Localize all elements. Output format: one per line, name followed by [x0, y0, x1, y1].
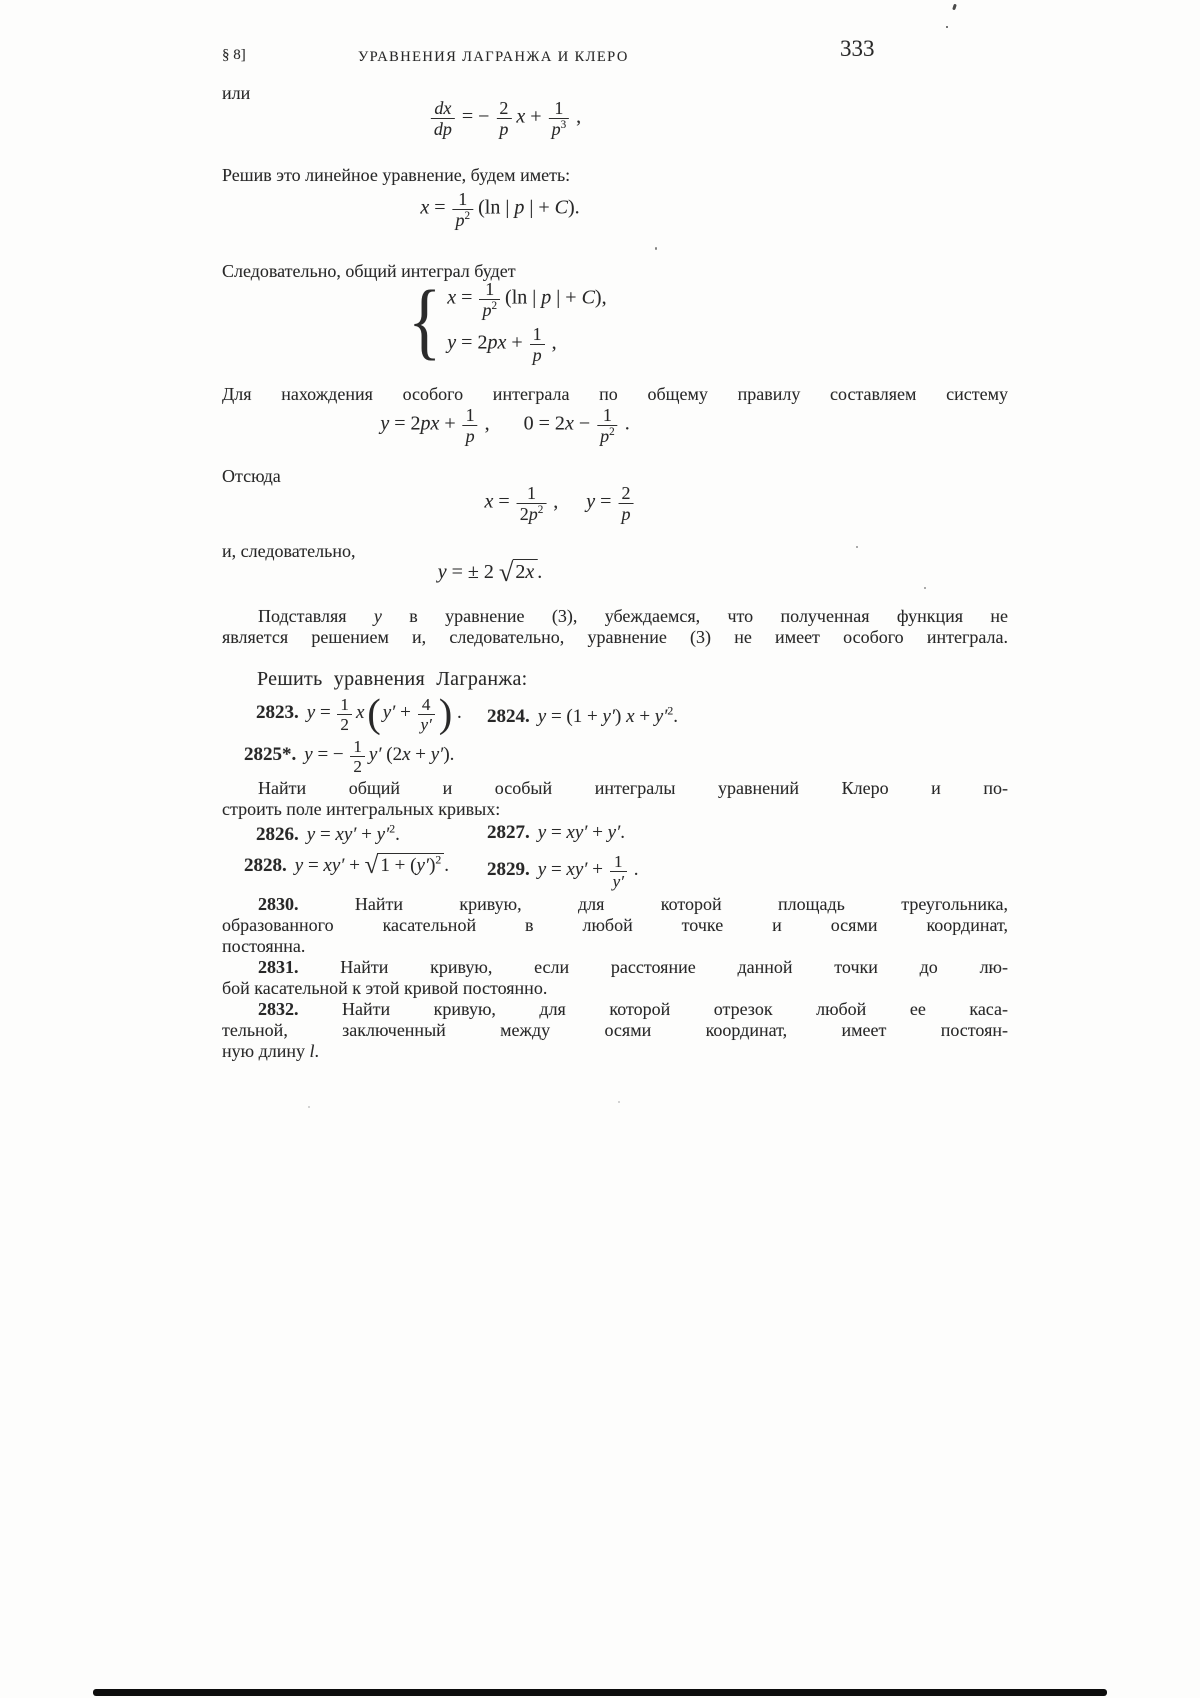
substitution-post: в уравнение (3), убеждаемся, что полученная функция не	[381, 606, 1009, 626]
problem-2830-line-1	[222, 894, 1008, 915]
equation-from-here: x = $\frac{1}{2p^2}$ , y = $\frac{2}{p}$	[485, 482, 636, 523]
running-title: УРАВНЕНИЯ ЛАГРАНЖА И КЛЕРО	[358, 49, 629, 65]
problem-2827: 2827. y = xy′ + y′.	[487, 822, 625, 843]
problem-2832-period: .	[314, 1041, 320, 1061]
hence-word: Отсюда	[222, 466, 281, 486]
general-integral-system	[404, 272, 607, 369]
problem-2832-number: 2832.	[258, 999, 299, 1019]
problem-2826: 2826. $y = xy' + y'^2$.	[256, 822, 400, 845]
problem-2830-line-2: образованного касательной в любой точке и осями координат,	[222, 915, 1008, 935]
problem-2832-text-3: ную длину	[222, 1041, 310, 1061]
scan-speck	[952, 4, 957, 11]
system-equation-1: x = $\frac{1}{p^2}$ (ln | p | + C),	[447, 279, 607, 321]
problem-2828: 2828. y = xy′ + √ $1 + (y')^2$ .	[244, 852, 450, 879]
problem-2825: 2825*. y = − $\frac{1}{2}$ y′ (2x + y′).	[244, 737, 455, 777]
scan-edge-bar	[93, 1689, 1107, 1696]
problem-2824: 2824. y = (1 + y′) $x + y'^2$.	[487, 704, 679, 727]
system-equation-2: y = 2px + $\frac{1}{p}$ ,	[447, 324, 557, 366]
problem-2829: 2829. y = xy′ + $\frac{1}{y'}$ .	[487, 852, 639, 892]
problem-2831-line-2: бой касательной к этой кривой постоянно.	[222, 978, 548, 998]
substitution-line-2: является решением и, следовательно, уравнение (3) не имеет особого интеграла.	[222, 627, 1008, 647]
substitution-pre: Подставляя	[258, 606, 374, 626]
problem-2832-line-1	[222, 999, 1008, 1020]
hence-general-text: Следовательно, общий интеграл будет	[222, 261, 516, 281]
substitution-var: y	[373, 606, 382, 626]
problem-2832-text-1: Найти кривую, для которой отрезок любой ее каса-	[298, 999, 1008, 1019]
clairaut-intro-line-1: Найти общий и особый интегралы уравнений Клеро и по-	[258, 778, 1008, 798]
problem-2832-line-3	[222, 1041, 1008, 1062]
problem-2831-number: 2831.	[258, 957, 299, 977]
system-brace: {	[408, 272, 442, 369]
problem-2823: 2823. y = $\frac{1}{2}$ x( y′ + $\frac{4}{y'}$ ) .	[256, 690, 462, 736]
scan-speck	[856, 546, 858, 548]
problem-2831-line-1	[222, 957, 1008, 978]
find-special-text: Для нахождения особого интеграла по общему правилу составляем систему	[222, 384, 1008, 404]
solve-linear-text: Решив это линейное уравнение, будем иметь:	[222, 165, 571, 185]
solve-lagrange-heading: Решить уравнения Лагранжа:	[257, 668, 528, 690]
scan-speck	[308, 1106, 310, 1108]
equation-special-integral: y = ± 2 √ 2x .	[437, 557, 543, 587]
equation-pair: y = 2px + $\frac{1}{p}$ , 0 = 2x − $\frac{1}{p^2}$ .	[380, 405, 630, 447]
problem-2831-text-1: Найти кривую, если расстояние данной точки до лю-	[298, 957, 1008, 977]
problem-2830-number: 2830.	[258, 894, 299, 914]
problem-2830-line-3: постоянна.	[222, 936, 306, 956]
problem-2832-var: l	[309, 1041, 315, 1061]
section-label: § 8]	[222, 47, 246, 63]
scan-speck	[618, 1101, 620, 1103]
scan-speck	[924, 587, 926, 589]
page-number: 333	[840, 36, 875, 61]
scan-speck	[946, 26, 948, 28]
equation-x-general: x = $\frac{1}{p^2}$ (ln | p | + C).	[420, 189, 580, 231]
problem-2832-line-2: тельной, заключенный между осями координат, имеет постоян-	[222, 1020, 1008, 1040]
substitution-line-1	[222, 606, 1008, 627]
problem-2830-text-1: Найти кривую, для которой площадь треугольника,	[298, 894, 1008, 914]
scan-speck	[655, 247, 657, 250]
and-therefore-text: и, следовательно,	[222, 541, 356, 561]
clairaut-intro-line-2: строить поле интегральных кривых:	[222, 799, 501, 819]
equation-dxdp: $\frac{dx}{dp}$ = − $\frac{2}{p}$ x + $\frac{1}{p^3}$ ,	[429, 97, 581, 138]
or-word: или	[222, 83, 251, 103]
